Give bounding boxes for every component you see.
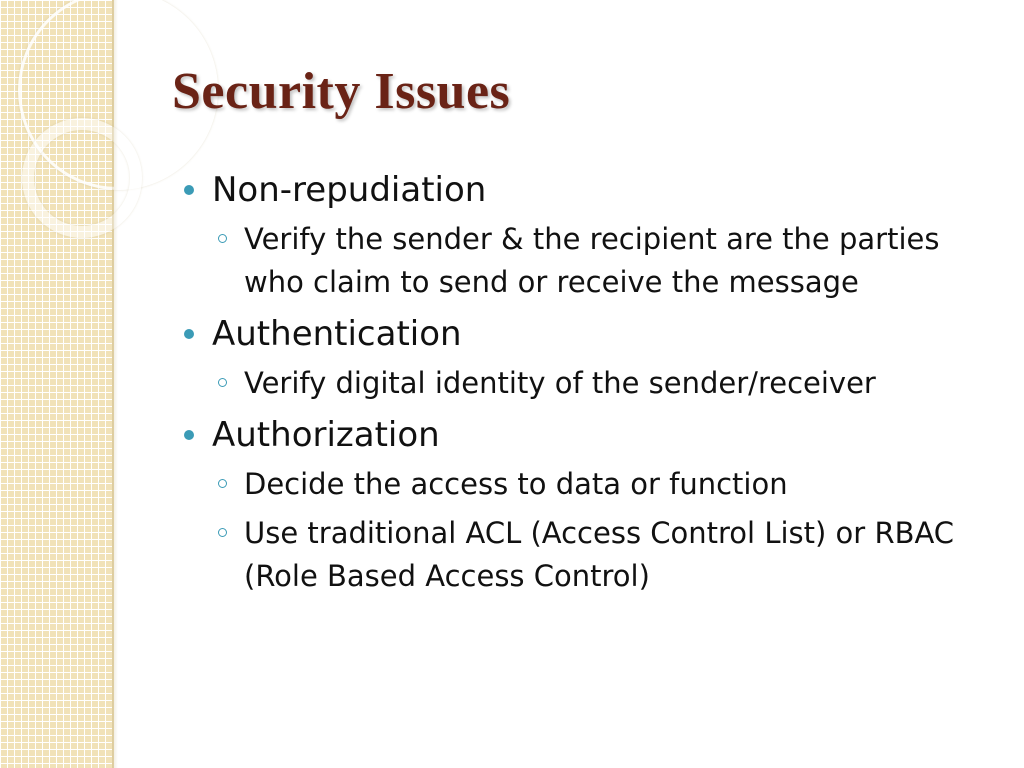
bullet-item (184, 312, 984, 356)
sub-bullet-item (244, 362, 984, 405)
bullet-item (184, 168, 984, 212)
sub-bullet-item (244, 218, 984, 304)
hollow-circle-bullet-icon (218, 479, 227, 488)
filled-circle-bullet-icon (184, 430, 194, 440)
side-band-shadow (112, 0, 118, 768)
decorative-ring-icon (22, 118, 142, 238)
sub-bullet-item (244, 512, 984, 598)
bullet-text: Non-repudiation (212, 170, 487, 210)
sub-bullet-text: Verify digital identity of the sender/receiver (244, 366, 876, 400)
hollow-circle-bullet-icon (218, 378, 227, 387)
sub-bullet-item (244, 463, 984, 506)
sub-bullet-text: Use traditional ACL (Access Control List) or RBAC (Role Based Access Control) (244, 516, 955, 593)
slide-title: Security Issues (172, 63, 511, 120)
filled-circle-bullet-icon (184, 329, 194, 339)
bullet-list (184, 168, 984, 598)
decorative-side-band (0, 0, 114, 768)
sub-bullet-text: Decide the access to data or function (244, 467, 788, 501)
filled-circle-bullet-icon (184, 185, 194, 195)
bullet-item (184, 413, 984, 457)
bullet-text: Authentication (212, 314, 462, 354)
bullet-text: Authorization (212, 415, 440, 455)
sub-bullet-text: Verify the sender & the recipient are the parties who claim to send or receive the message (244, 222, 940, 299)
hollow-circle-bullet-icon (218, 528, 227, 537)
hollow-circle-bullet-icon (218, 234, 227, 243)
